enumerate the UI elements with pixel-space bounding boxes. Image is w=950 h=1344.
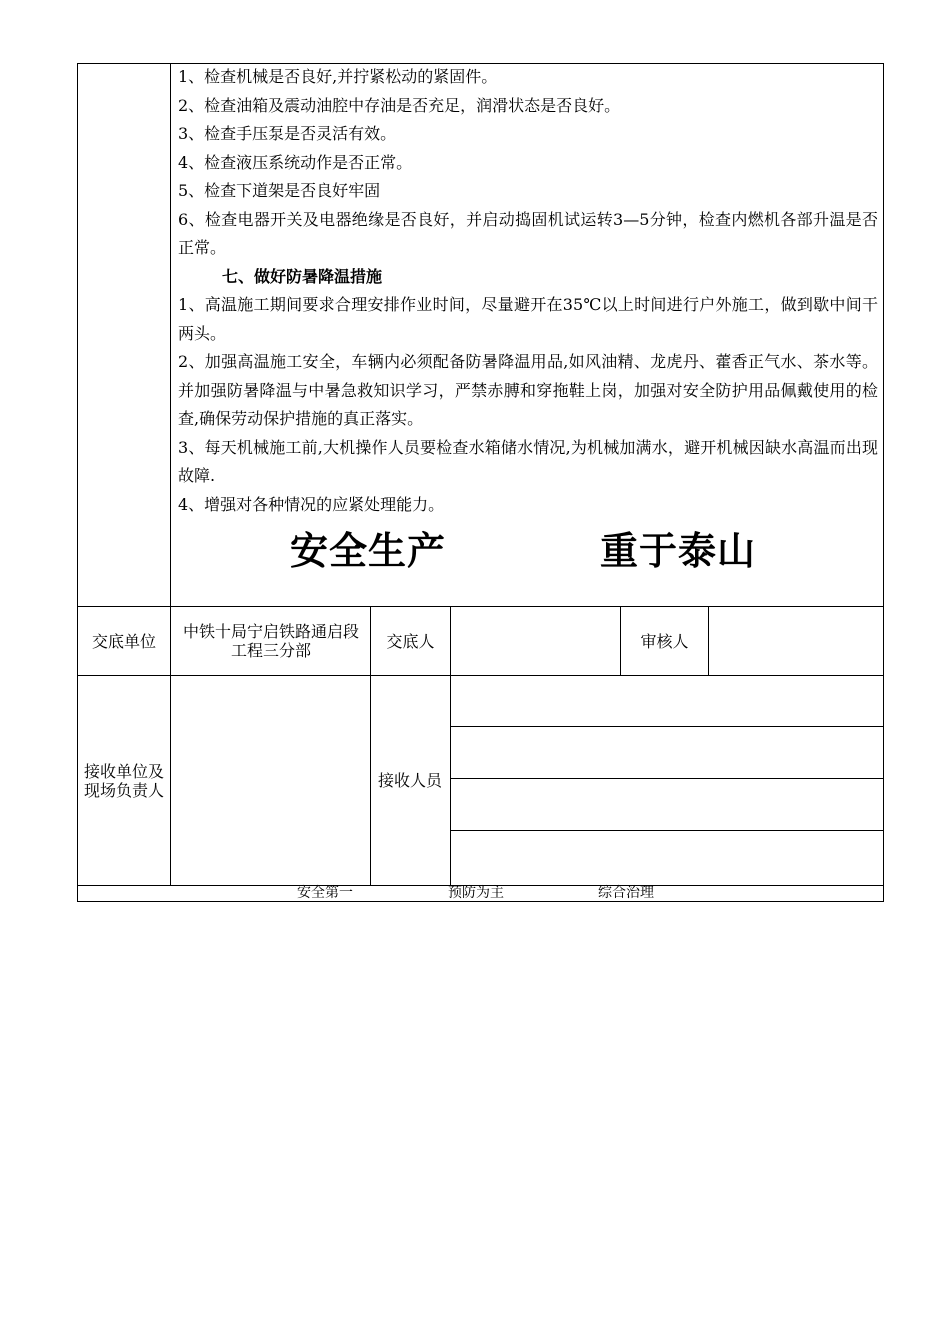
issuer-person-field[interactable]	[451, 607, 620, 675]
slogan-right: 重于泰山	[600, 529, 757, 573]
motto-safety-first: 安全第一	[297, 885, 353, 901]
receiver-unit-label: 接收单位及现场负责人	[83, 761, 164, 800]
item-a-4: 4、检查液压系统动作是否正常。	[178, 152, 413, 172]
receiver-person-field-3[interactable]	[451, 779, 884, 830]
item-b-2: 2、加强高温施工安全，车辆内必须配备防暑降温用品,如风油精、龙虎丹、藿香正气水、茶水等。并加强防暑降温与中暑急救知识学习，严禁赤膊和穿拖鞋上岗，加强对安全防护用品佩戴使用的检查,确保劳动保护措施的真正落实。	[178, 352, 878, 428]
reviewer-label: 审核人	[640, 631, 689, 651]
receiver-unit-field[interactable]	[171, 676, 370, 885]
item-b-1: 1、高温施工期间要求合理安排作业时间，尽量避开在35℃以上时间进行户外施工，做到歇中间干两头。	[178, 295, 878, 343]
section-heading: 七、做好防暑降温措施	[222, 266, 383, 286]
receiver-person-field-4[interactable]	[451, 831, 884, 885]
receiver-person-field-1[interactable]	[451, 676, 884, 726]
item-a-5: 5、检查下道架是否良好牢固	[178, 181, 381, 200]
receiver-person-label: 接收人员	[377, 771, 442, 790]
item-a-3: 3、检查手压泵是否灵活有效。	[178, 124, 397, 143]
item-b-4: 4、增强对各种情况的应紧处理能力。	[178, 494, 445, 514]
issuer-unit-value: 中铁十局宁启铁路通启段工程三分部	[182, 622, 359, 660]
item-a-6: 6、检查电器开关及电器绝缘是否良好，并启动捣固机试运转3—5分钟，检查内燃机各部升温是否正常。	[178, 209, 878, 257]
item-a-1: 1、检查机械是否良好,并拧紧松动的紧固件。	[178, 67, 498, 86]
item-a-2: 2、检查油箱及震动油腔中存油是否充足，润滑状态是否良好。	[178, 95, 621, 115]
issuer-unit-label: 交底单位	[91, 631, 156, 651]
receiver-person-field-2[interactable]	[451, 727, 884, 778]
motto-comprehensive-governance: 综合治理	[598, 885, 654, 901]
slogan-left: 安全生产	[290, 529, 447, 573]
motto-prevention-first: 预防为主	[448, 885, 504, 901]
reviewer-field[interactable]	[709, 607, 883, 675]
instruction-content	[178, 63, 878, 519]
item-b-3: 3、每天机械施工前,大机操作人员要检查水箱储水情况,为机械加满水，避开机械因缺水高温而出现故障.	[178, 437, 878, 485]
issuer-person-label: 交底人	[386, 631, 435, 651]
